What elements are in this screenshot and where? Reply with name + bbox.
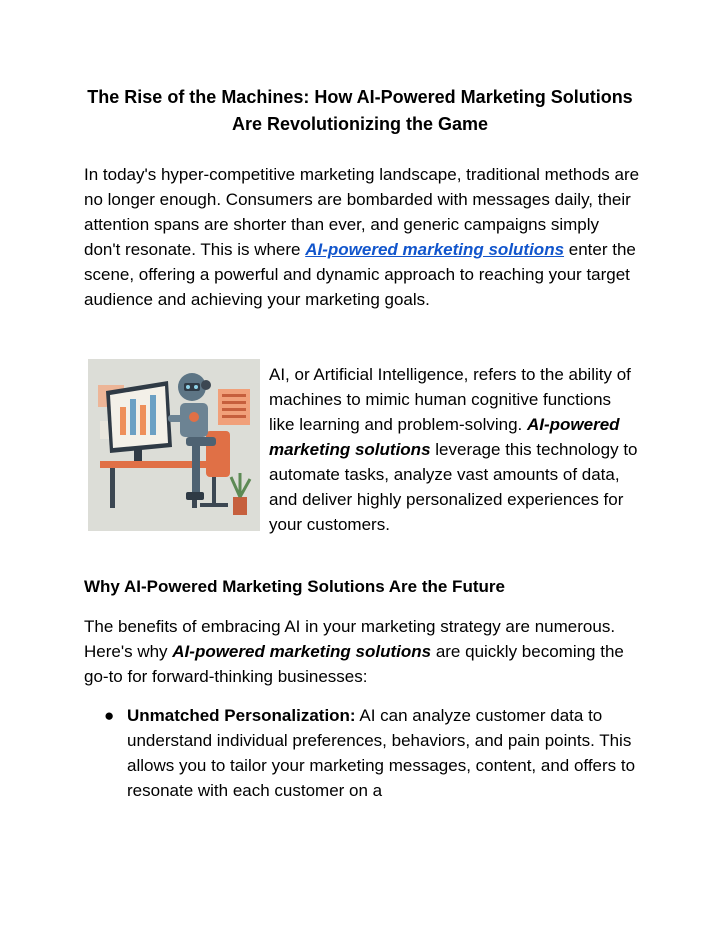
- list-item: [84, 703, 640, 803]
- page-title: The Rise of the Machines: How AI-Powered Marketing Solutions Are Revolutionizing the Game: [87, 87, 633, 134]
- benefits-intro-text-start: The benefits of embracing AI in your marketing strategy are numerous. Here's why: [84, 617, 616, 661]
- benefits-intro-text-end: are quickly becoming the go-to for forward-thinking businesses:: [84, 642, 624, 686]
- intro-text-end: enter the scene, offering a powerful and dynamic approach to reaching your target audience and achieving your marketing goals.: [84, 240, 636, 309]
- ai-definition-paragraph: [269, 362, 639, 537]
- benefits-intro-paragraph: [84, 614, 640, 689]
- intro-paragraph: [84, 162, 640, 312]
- ai-definition-text-start: AI, or Artificial Intelligence, refers to the ability of machines to mimic human cognitive functions like learning and problem-solving.: [269, 365, 631, 434]
- benefits-list: [84, 703, 640, 803]
- bullet-icon: ●: [104, 706, 115, 725]
- bullet-label: Unmatched Personalization:: [127, 706, 356, 725]
- ai-marketing-link[interactable]: AI-powered marketing solutions: [305, 240, 565, 259]
- bullet-text: AI can analyze customer data to understand individual preferences, behaviors, and pain points. This allows you to tailor your marketing messages, content, and offers to resonate with each customer on a: [127, 706, 636, 800]
- ai-definition-emphasis: AI-powered marketing solutions: [269, 415, 620, 459]
- section-heading: Why AI-Powered Marketing Solutions Are the Future: [84, 577, 505, 596]
- robot-at-computer-illustration: [88, 359, 260, 531]
- benefits-intro-emphasis: AI-powered marketing solutions: [172, 642, 432, 661]
- ai-definition-text-end: leverage this technology to automate tasks, analyze vast amounts of data, and deliver highly personalized experiences for your customers.: [269, 440, 638, 534]
- intro-text-start: In today's hyper-competitive marketing landscape, traditional methods are no longer enough. Consumers are bombarded with messages daily, their attention spans are shorter than ever, and generic campaigns simply don't resonate. This is where: [84, 165, 640, 259]
